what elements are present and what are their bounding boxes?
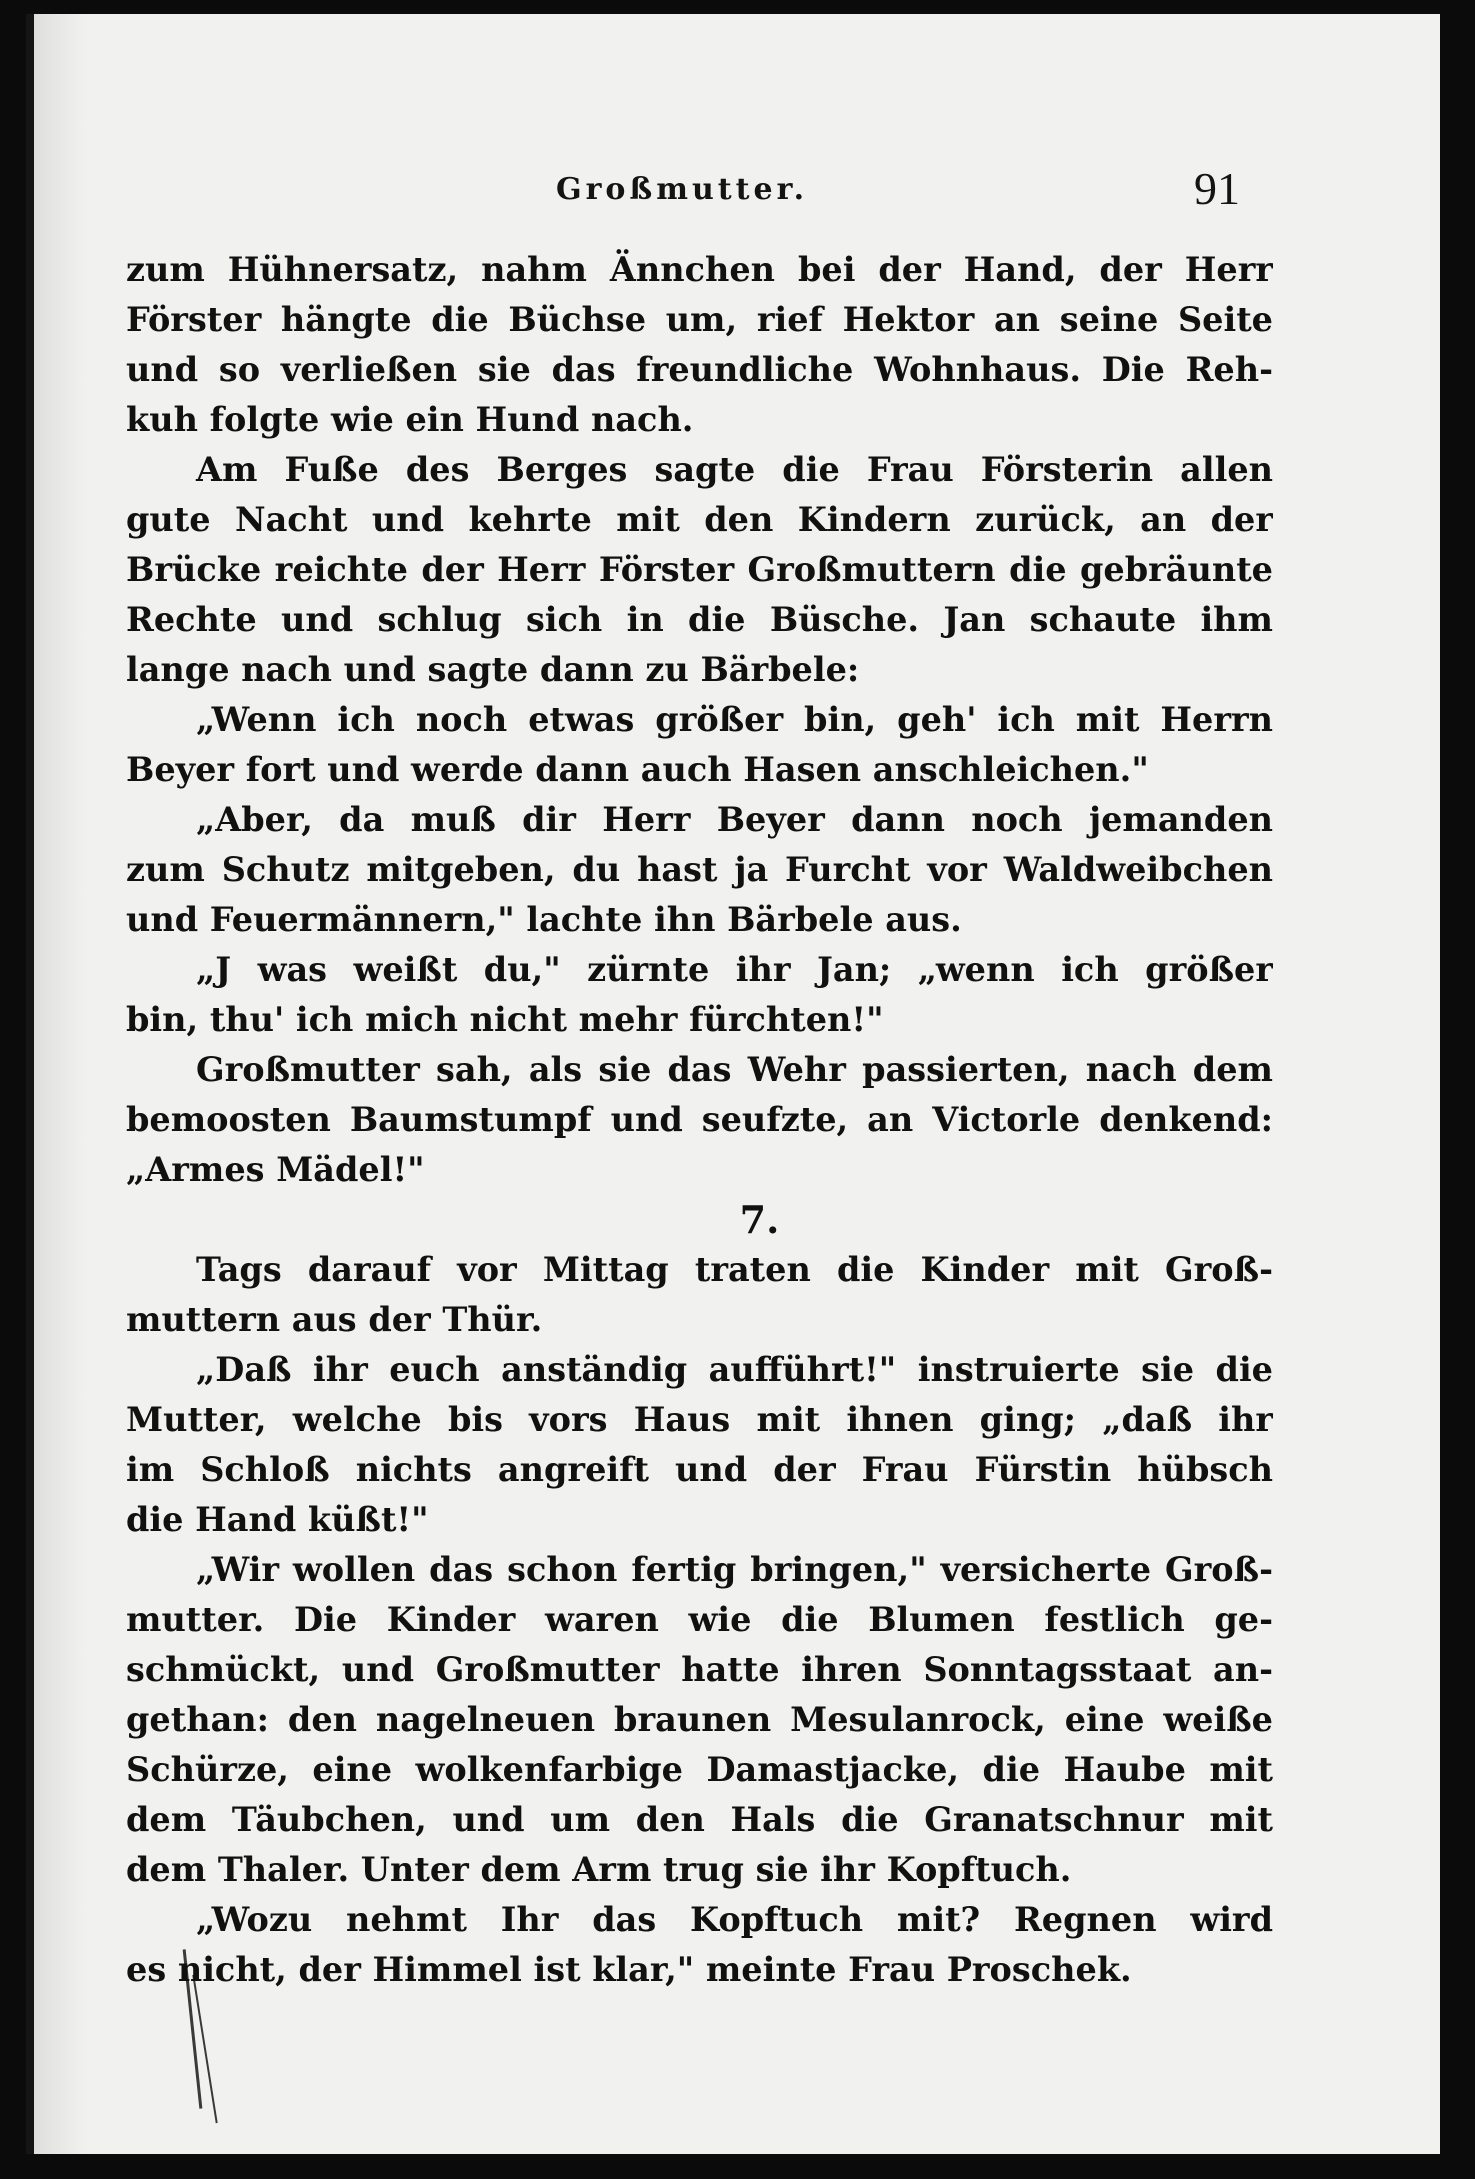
text-line: schmückt, und Großmutter hatte ihren Sonntagsstaat an- <box>126 1650 1273 1689</box>
text-line: gethan: den nagelneuen braunen Mesulanrock, eine weiße <box>126 1700 1273 1739</box>
text-line: „Armes Mädel!" <box>126 1150 425 1189</box>
text-line: bemoosten Baumstumpf und seufzte, an Victorle denkend: <box>126 1100 1273 1139</box>
text-line: „Aber, da muß dir Herr Beyer dann noch jemanden <box>196 800 1273 839</box>
text-line: Beyer fort und werde dann auch Hasen anschleichen." <box>126 750 1149 789</box>
text-line: gute Nacht und kehrte mit den Kindern zurück, an der <box>126 500 1273 539</box>
text-line: Brücke reichte der Herr Förster Großmuttern die gebräunte <box>126 550 1273 589</box>
running-title: Großmutter. <box>556 172 809 207</box>
text-line: dem Thaler. Unter dem Arm trug sie ihr Kopftuch. <box>126 1850 1072 1889</box>
text-line: Tags darauf vor Mittag traten die Kinder mit Groß- <box>196 1250 1273 1289</box>
book-page <box>26 14 1440 2154</box>
text-line: im Schloß nichts angreift und der Frau Fürstin hübsch <box>126 1450 1273 1489</box>
running-header <box>26 162 1440 222</box>
text-line: zum Hühnersatz, nahm Ännchen bei der Hand, der Herr <box>126 250 1273 289</box>
text-line: bin, thu' ich mich nicht mehr fürchten!" <box>126 1000 884 1039</box>
text-line: „Wir wollen das schon fertig bringen," versicherte Groß- <box>196 1550 1273 1589</box>
text-line: es nicht, der Himmel ist klar," meinte Frau Proschek. <box>126 1950 1132 1989</box>
text-line: „Daß ihr euch anständig aufführt!" instruierte sie die <box>196 1350 1273 1389</box>
page-number: 91 <box>1194 163 1240 214</box>
body-text <box>126 245 1273 1995</box>
page-edge-shadow <box>26 14 34 2154</box>
text-line: dem Täubchen, und um den Hals die Granatschnur mit <box>126 1800 1273 1839</box>
text-line: die Hand küßt!" <box>126 1500 429 1539</box>
text-line: „Wozu nehmt Ihr das Kopftuch mit? Regnen wird <box>196 1900 1273 1939</box>
text-line: Rechte und schlug sich in die Büsche. Jan schaute ihm <box>126 600 1273 639</box>
text-line: zum Schutz mitgeben, du hast ja Furcht vor Waldweibchen <box>126 850 1273 889</box>
text-line: und so verließen sie das freundliche Wohnhaus. Die Reh- <box>126 350 1273 389</box>
text-line: „Wenn ich noch etwas größer bin, geh' ich mit Herrn <box>196 700 1273 739</box>
section-heading: 7. <box>739 1197 780 1242</box>
text-line: und Feuermännern," lachte ihn Bärbele aus. <box>126 900 962 939</box>
text-line: mutter. Die Kinder waren wie die Blumen festlich ge- <box>126 1600 1273 1639</box>
text-line: lange nach und sagte dann zu Bärbele: <box>126 650 860 689</box>
text-line: Förster hängte die Büchse um, rief Hektor an seine Seite <box>126 300 1273 339</box>
text-line: „J was weißt du," zürnte ihr Jan; „wenn ich größer <box>196 950 1273 989</box>
text-line: Am Fuße des Berges sagte die Frau Försterin allen <box>196 450 1273 489</box>
text-line: kuh folgte wie ein Hund nach. <box>126 400 694 439</box>
text-line: Großmutter sah, als sie das Wehr passierten, nach dem <box>196 1050 1273 1089</box>
text-line: muttern aus der Thür. <box>126 1300 543 1339</box>
text-line: Schürze, eine wolkenfarbige Damastjacke, die Haube mit <box>126 1750 1273 1789</box>
text-line: Mutter, welche bis vors Haus mit ihnen ging; „daß ihr <box>126 1400 1273 1439</box>
